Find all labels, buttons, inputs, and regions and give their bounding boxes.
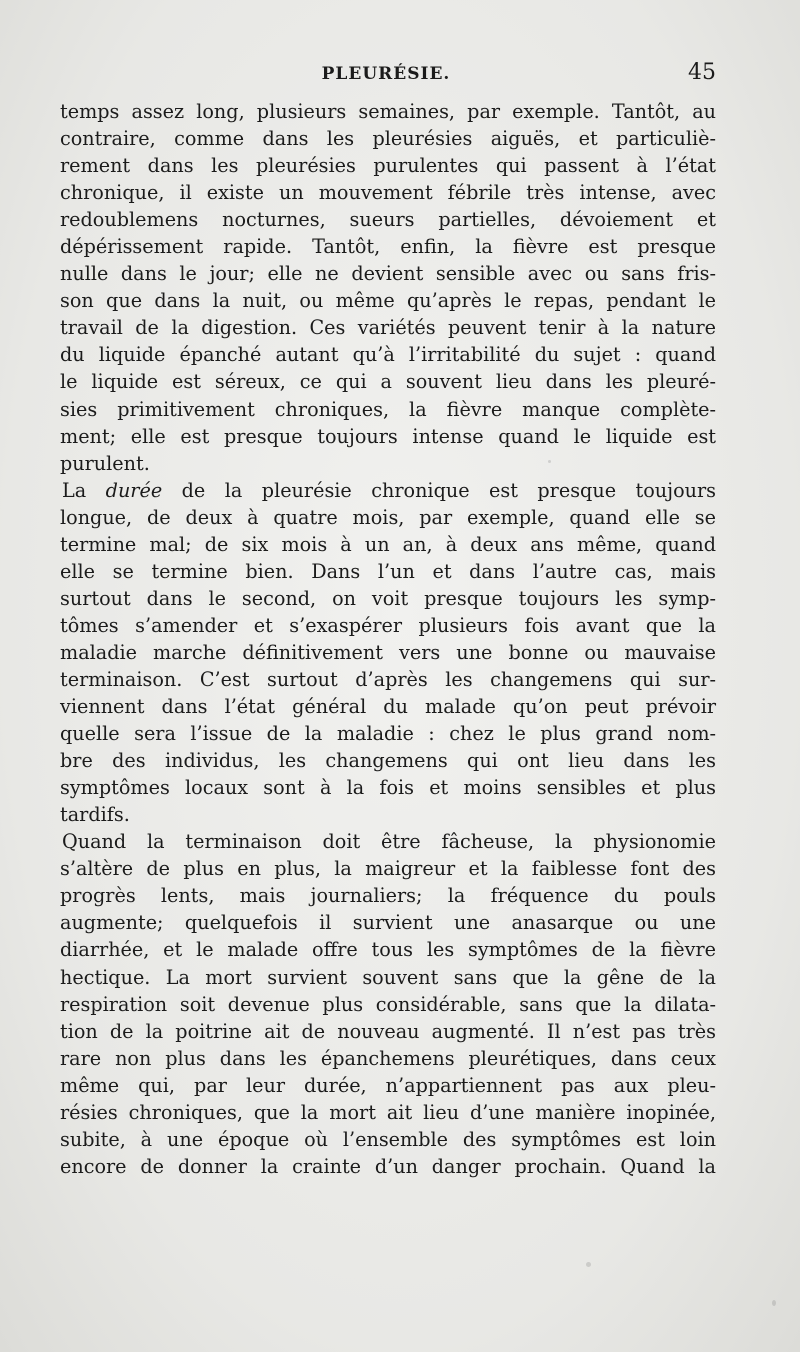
text-line: maladie marche définitivement vers une bonne ou mauvaise [60,640,716,664]
italic-term-duree: durée [105,478,163,502]
page-number: 45 [688,60,716,85]
text-line: tion de la poitrine ait de nouveau augmenté. Il n’est pas très [60,1019,716,1043]
text-line: tardifs. [60,803,130,827]
text-line: dépérissement rapide. Tantôt, enfin, la fièvre est presque [60,235,716,259]
text-line: viennent dans l’état général du malade qu’on peut prévoir [60,695,716,719]
running-title: PLEURÉSIE. [321,64,451,84]
text-line: quelle sera l’issue de la maladie : chez le plus grand nom- [60,722,716,746]
text-line: nulle dans le jour; elle ne devient sensible avec ou sans fris- [60,262,716,286]
text-line: subite, à une époque où l’ensemble des symptômes est loin [60,1127,716,1151]
paper-spot [586,1262,591,1267]
text-line: purulent. [60,451,150,475]
text-line: résies chroniques, que la mort ait lieu d’une manière inopinée, [60,1100,716,1124]
paragraph-lead: La [62,478,106,502]
text-line: sies primitivement chroniques, la fièvre manque complète- [60,397,716,421]
text-line: encore de donner la crainte d’un danger prochain. Quand la [60,1154,716,1178]
text-line: temps assez long, plusieurs semaines, par exemple. Tantôt, au [60,100,716,123]
text-line: hectique. La mort survient souvent sans que la gêne de la [60,965,716,989]
text-line: chronique, il existe un mouvement fébrile très intense, avec [60,181,716,205]
text-line: même qui, par leur durée, n’appartiennent pas aux pleu- [60,1073,716,1097]
text-line: surtout dans le second, on voit presque toujours les symp- [60,586,716,610]
text-line: longue, de deux à quatre mois, par exemple, quand elle se [60,505,716,529]
paper-spot [548,460,551,463]
text-line: symptômes locaux sont à la fois et moins sensibles et plus [60,776,716,800]
running-head [56,60,716,88]
text-line: s’altère de plus en plus, la maigreur et la faiblesse font des [60,857,716,881]
text-line: bre des individus, les changemens qui ont lieu dans les [60,749,716,773]
text-line: Quand la terminaison doit être fâcheuse, la physionomie [62,830,716,854]
text-line: son que dans la nuit, ou même qu’après le repas, pendant le [60,289,716,313]
text-line: contraire, comme dans les pleurésies aiguës, et particuliè- [60,127,716,151]
text-line: tômes s’amender et s’exaspérer plusieurs fois avant que la [60,613,716,637]
text-line: rement dans les pleurésies purulentes qui passent à l’état [60,154,716,178]
paragraph-start-line [60,477,716,504]
text-line: rare non plus dans les épanchemens pleurétiques, dans ceux [60,1046,716,1070]
text-line: elle se termine bien. Dans l’un et dans l’autre cas, mais [60,559,716,583]
body-text [60,98,716,1180]
text-line: du liquide épanché autant qu’à l’irritabilité du sujet : quand [60,343,716,367]
paragraph-rest: de la pleurésie chronique est presque toujours [162,478,717,502]
text-line: ment; elle est presque toujours intense quand le liquide est [60,424,716,448]
text-line: augmente; quelquefois il survient une anasarque ou une [60,911,716,935]
text-line: respiration soit devenue plus considérable, sans que la dilata- [60,992,716,1016]
text-line: travail de la digestion. Ces variétés peuvent tenir à la nature [60,316,716,340]
paper-spot [772,1300,776,1306]
text-line: progrès lents, mais journaliers; la fréquence du pouls [60,884,716,908]
text-line: diarrhée, et le malade offre tous les symptômes de la fièvre [60,938,716,962]
text-line: le liquide est séreux, ce qui a souvent lieu dans les pleuré- [60,370,716,394]
text-line: termine mal; de six mois à un an, à deux ans même, quand [60,532,716,556]
text-line: redoublemens nocturnes, sueurs partielles, dévoiement et [60,208,716,232]
text-line: terminaison. C’est surtout d’après les changemens qui sur- [60,667,716,691]
